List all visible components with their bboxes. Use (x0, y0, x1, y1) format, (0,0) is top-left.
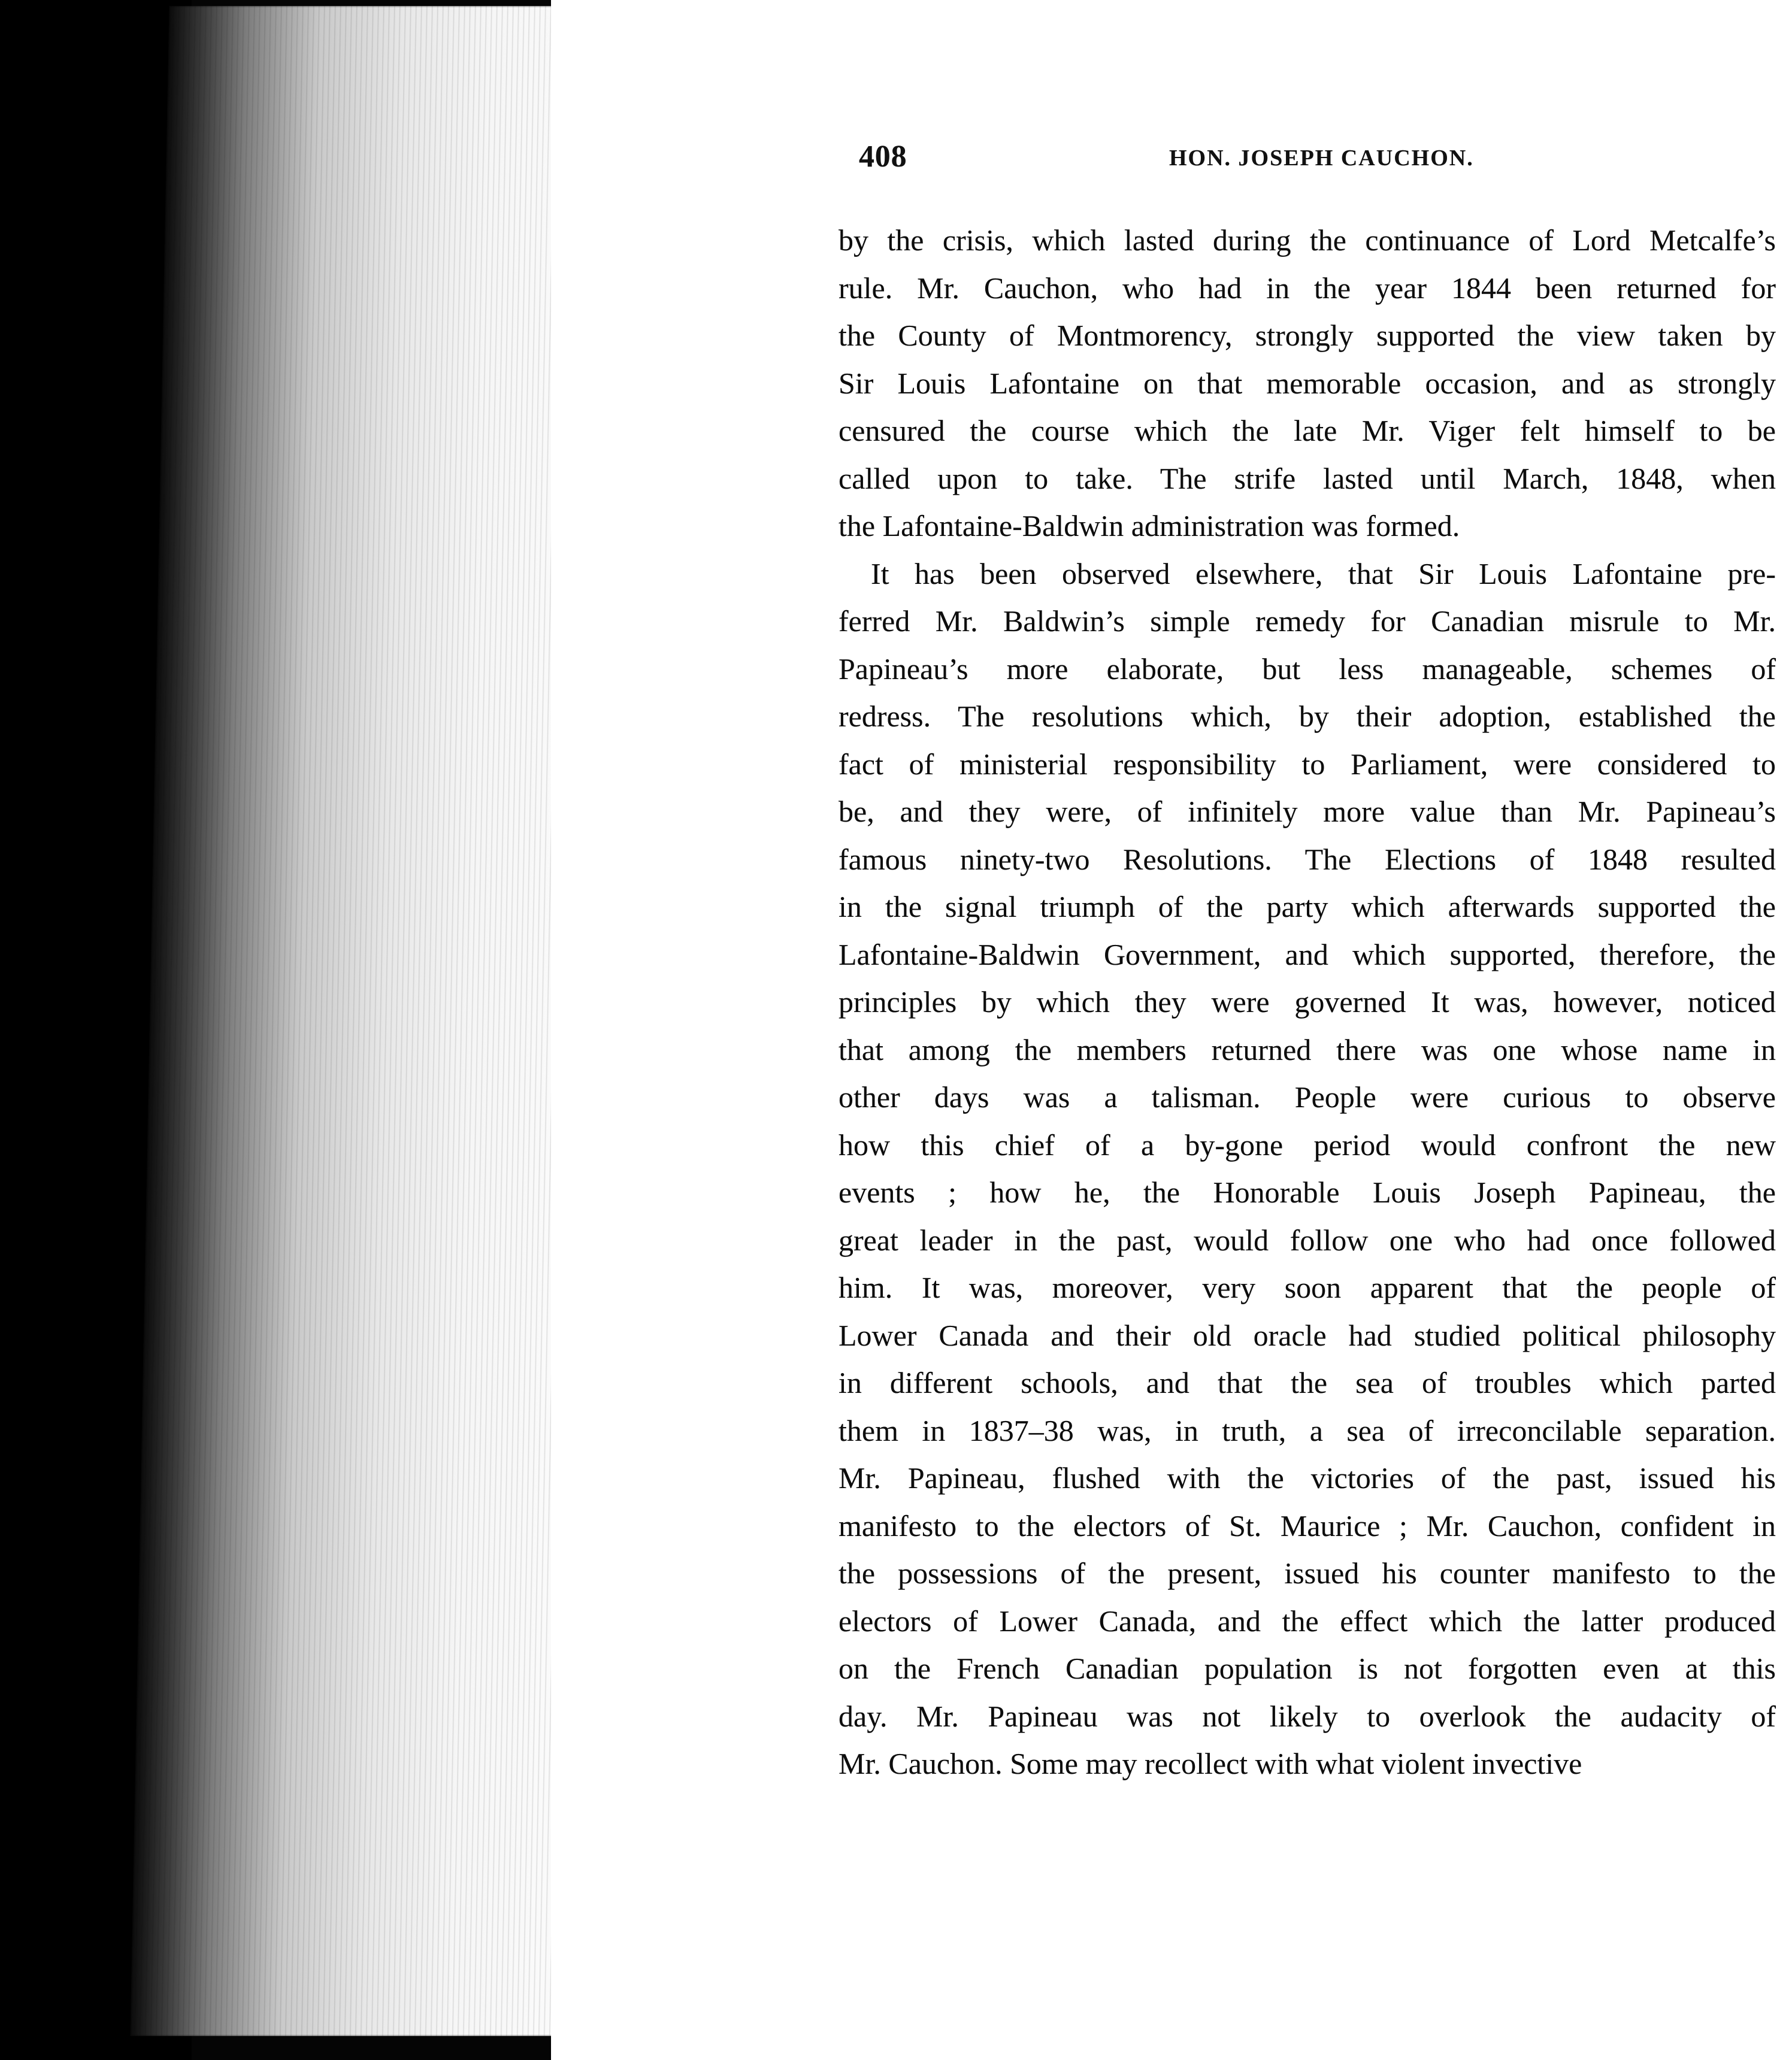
paragraph-1-line-7: the Lafontaine-Baldwin administration was formed. (839, 509, 1460, 543)
paragraph-2-line-26: Mr. Cauchon. Some may recollect with what violent invective (839, 1747, 1582, 1780)
paragraph-2-line-24: on the French Canadian population is not forgotten even at this (839, 1652, 1776, 1685)
paragraph-2-line-3: Papineau’s more elaborate, but less manageable, schemes of (839, 652, 1776, 686)
paragraph-2-line-20: Mr. Papineau, flushed with the victories of the past, issued his (839, 1461, 1776, 1495)
paragraph-2-line-11: that among the members returned there was one whose name in (839, 1032, 1776, 1067)
paragraph-2-line-12: other days was a talisman. People were curious to observe (839, 1080, 1776, 1114)
paragraph-2-line-9: Lafontaine-Baldwin Government, and which supported, therefore, the (839, 937, 1776, 971)
paragraph-1-line-3: the County of Montmorency, strongly supported the view taken by (839, 319, 1776, 352)
paragraph-2-line-16: him. It was, moreover, very soon apparent that the people of (839, 1271, 1776, 1304)
running-header (859, 139, 1769, 187)
paragraph-2-line-6: be, and they were, of infinitely more value than Mr. Papineau’s (839, 795, 1776, 828)
paragraph-2-line-15: great leader in the past, would follow one who had once followed (839, 1223, 1776, 1257)
paragraph-2-line-2: ferred Mr. Baldwin’s simple remedy for Canadian misrule to Mr. (839, 604, 1776, 638)
paragraph-2-line-1: It has been observed elsewhere, that Sir Louis Lafontaine pre- (871, 556, 1776, 590)
running-title: HON. JOSEPH CAUCHON. (1169, 146, 1474, 171)
paragraph-2-line-8: in the signal triumph of the party which afterwards supported the (839, 890, 1776, 923)
page-number: 408 (859, 140, 907, 174)
paragraph-2-line-23: electors of Lower Canada, and the effect which the latter produced (839, 1604, 1776, 1638)
paragraph-1-line-4: Sir Louis Lafontaine on that memorable occasion, and as strongly (839, 366, 1776, 400)
paragraph-2-line-10: principles by which they were governed It was, however, noticed (839, 985, 1776, 1019)
paragraph-2-line-13: how this chief of a by-gone period would confront the new (839, 1128, 1776, 1162)
paragraph-2-line-18: in different schools, and that the sea of troubles which parted (839, 1366, 1776, 1399)
paragraph-2-line-4: redress. The resolutions which, by their adoption, established the (839, 699, 1776, 733)
paragraph-2-line-14: events ; how he, the Honorable Louis Joseph Papineau, the (839, 1176, 1776, 1209)
paragraph-1-line-1: by the crisis, which lasted during the continuance of Lord Metcalfe’s (839, 223, 1776, 257)
paragraph-1-line-6: called upon to take. The strife lasted until March, 1848, when (839, 461, 1776, 495)
paragraph-1-line-2: rule. Mr. Cauchon, who had in the year 1844 been returned for (839, 271, 1776, 305)
paragraph-2-line-19: them in 1837–38 was, in truth, a sea of irreconcilable separation. (839, 1413, 1776, 1447)
paragraph-2-line-17: Lower Canada and their old oracle had studied political philosophy (839, 1318, 1776, 1352)
paragraph-2-line-5: fact of ministerial responsibility to Parliament, were considered to (839, 747, 1776, 781)
book-page-edges (130, 6, 600, 2036)
paragraph-2-line-7: famous ninety-two Resolutions. The Elections of 1848 resulted (839, 842, 1776, 876)
body-text (839, 217, 1776, 1788)
paragraph-2-line-21: manifesto to the electors of St. Maurice ; Mr. Cauchon, confident in (839, 1508, 1776, 1543)
paragraph-2-line-25: day. Mr. Papineau was not likely to overlook the audacity of (839, 1699, 1776, 1733)
paragraph-1-line-5: censured the course which the late Mr. Viger felt himself to be (839, 414, 1776, 447)
paragraph-2-line-22: the possessions of the present, issued his counter manifesto to the (839, 1556, 1776, 1590)
